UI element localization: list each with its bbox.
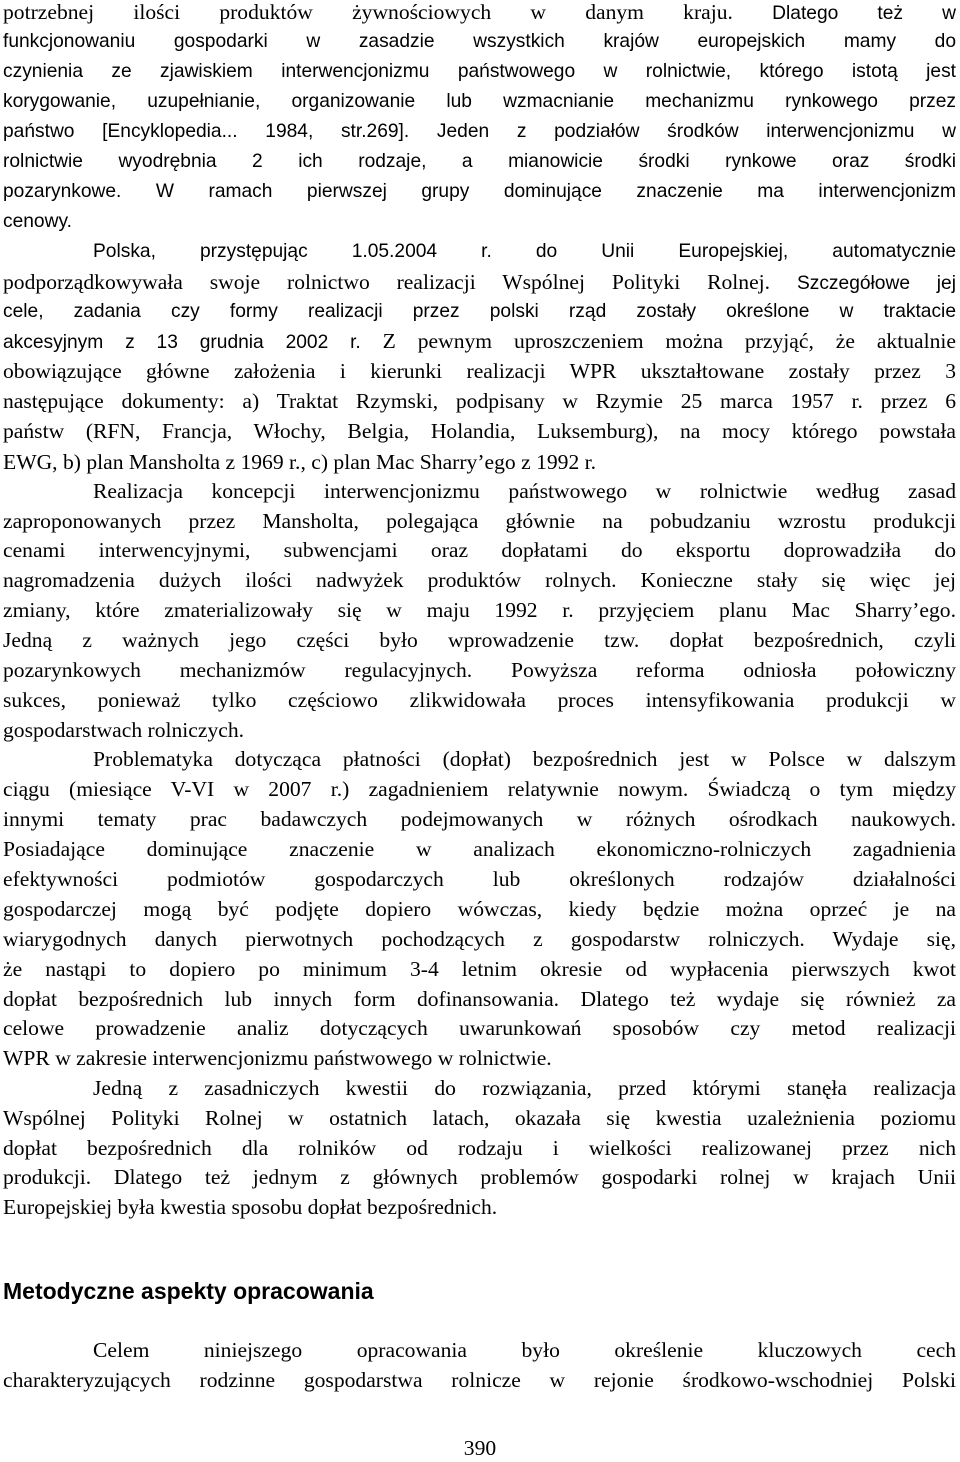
text-segment: Z pewnym uproszczeniem można przyjąć, że aktualnie <box>382 329 956 353</box>
text-segment: Polska, przystępując 1.05.2004 r. do Unii Europejskiej, automatycznie <box>93 241 956 262</box>
text-line <box>3 923 956 955</box>
text-segment: funkcjonowaniu gospodarki w zasadzie wszystkich krajów europejskich mamy do <box>3 31 956 52</box>
text-line <box>3 534 956 566</box>
text-line <box>3 176 956 208</box>
text-line <box>3 266 956 298</box>
text-segment: Realizacja koncepcji interwencjonizmu państwowego w rolnictwie według zasad <box>93 479 956 503</box>
text-line <box>3 714 956 746</box>
text-line <box>93 475 956 507</box>
text-segment: zaproponowanych przez Mansholta, polegająca głównie na pobudzaniu wzrostu produkcji <box>3 509 956 533</box>
text-line <box>3 26 956 58</box>
text-line <box>3 863 956 895</box>
text-segment: Konieczne stały się więc jej <box>640 568 956 592</box>
text-segment: cenowy. <box>3 211 72 232</box>
text-line <box>3 624 956 656</box>
text-segment: celowe prowadzenie analiz dotyczących uwarunkowań sposobów czy metod realizacji <box>3 1016 956 1040</box>
text-line <box>93 743 956 775</box>
text-line <box>3 833 956 865</box>
text-line <box>3 1161 956 1193</box>
text-segment: Jedną z ważnych jego części było wprowadzenie tzw. dopłat bezpośrednich, czyli <box>3 628 956 652</box>
text-segment: Wspólnej Polityki Rolnej w ostatnich latach, okazała się kwestia uzależnienia poziomu <box>3 1106 956 1130</box>
text-segment: gospodarstwach rolniczych. <box>3 718 245 742</box>
text-segment: Dlatego też w <box>772 3 957 24</box>
text-segment: Szczegółowe jej <box>796 273 956 294</box>
text-segment: Celem niniejszego opracowania było określenie kluczowych cech <box>93 1338 956 1362</box>
text-line <box>3 296 956 328</box>
text-segment: pozarynkowych mechanizmów regulacyjnych. Powyższa reforma odniosła połowiczny <box>3 658 956 682</box>
text-segment: dopłat bezpośrednich dla rolników od rodzaju i wielkości realizowanej przez nich <box>3 1136 956 1160</box>
text-line <box>3 953 956 985</box>
text-segment: rolnictwie wyodrębnia 2 ich rodzaje, a mianowicie środki rynkowe oraz środki <box>3 151 956 172</box>
text-line <box>3 325 956 357</box>
text-segment: EWG, b) plan Mansholta z 1969 r., c) plan Mac Sharry’ego z 1992 r. <box>3 450 597 474</box>
text-line <box>3 355 956 387</box>
text-line <box>3 1191 956 1223</box>
text-line <box>3 415 956 447</box>
text-segment: ciągu (miesiące V-VI w 2007 r.) zagadnieniem relatywnie nowym. Świadczą o tym między <box>3 777 956 801</box>
page-number: 390 <box>463 1436 497 1460</box>
text-line <box>3 684 956 716</box>
text-segment: cele, zadania czy formy realizacji przez polski rząd zostały określone w traktacie <box>3 301 956 322</box>
text-segment: nagromadzenia dużych ilości nadwyżek produktów rolnych. <box>3 568 641 592</box>
text-segment: cenami interwencyjnymi, subwencjami oraz dopłatami do eksportu doprowadziła do <box>3 538 956 562</box>
text-segment: innymi tematy prac badawczych podejmowanych w różnych ośrodkach naukowych. <box>3 807 956 831</box>
text-segment: Jedną z zasadniczych kwestii do rozwiązania, przed którymi stanęła realizacja <box>93 1076 956 1100</box>
text-segment: obowiązujące główne założenia i kierunki realizacji WPR ukształtowane zostały przez 3 <box>3 359 956 383</box>
text-line <box>3 0 956 28</box>
text-segment: potrzebnej ilości produktów żywnościowych w danym kraju. <box>3 0 773 24</box>
text-line <box>3 86 956 118</box>
text-line <box>3 983 956 1015</box>
text-line <box>3 1102 956 1134</box>
text-line <box>3 594 956 626</box>
text-segment: charakteryzujących rodzinne gospodarstwa rolnicze w rejonie środkowo-wschodniej Polski <box>3 1368 956 1392</box>
text-line <box>93 236 956 268</box>
text-line <box>3 803 956 835</box>
text-line <box>3 446 956 478</box>
text-segment: że nastąpi to dopiero po minimum 3-4 letnim okresie od wypłacenia pierwszych kwot <box>3 957 956 981</box>
text-segment: korygowanie, uzupełnianie, organizowanie lub wzmacnianie mechanizmu rynkowego przez <box>3 91 956 112</box>
text-line <box>3 385 956 417</box>
text-line <box>93 1072 956 1104</box>
text-segment: następujące dokumenty: a) Traktat Rzymski, podpisany w Rzymie 25 marca 1957 r. przez 6 <box>3 389 956 413</box>
text-segment: Posiadające dominujące znaczenie w analizach ekonomiczno-rolniczych zagadnienia <box>3 837 956 861</box>
text-line <box>3 505 956 537</box>
text-segment: państwo [Encyklopedia... 1984, str.269]. Jeden z podziałów środków interwencjonizmu w <box>3 121 956 142</box>
text-line <box>3 893 956 925</box>
text-segment: produkcji. Dlatego też jednym z głównych problemów gospodarki rolnej w krajach Unii <box>3 1165 956 1189</box>
text-line <box>3 773 956 805</box>
text-line <box>93 1334 956 1366</box>
text-line <box>3 654 956 686</box>
text-line <box>3 1042 956 1074</box>
text-segment: akcesyjnym z 13 grudnia 2002 r. <box>3 332 383 353</box>
text-segment: zmiany, które zmaterializowały się w maju 1992 r. przyjęciem planu Mac Sharry’ego. <box>3 598 956 622</box>
text-line <box>3 1132 956 1164</box>
text-segment: podporządkowywała swoje rolnictwo realizacji Wspólnej Polityki Rolnej. <box>3 270 797 294</box>
text-segment: gospodarczej mogą być podjęte dopiero wówczas, kiedy będzie można oprzeć je na <box>3 897 956 921</box>
text-segment: wiarygodnych danych pierwotnych pochodzących z gospodarstw rolniczych. Wydaje się, <box>3 927 956 951</box>
text-line <box>3 56 956 88</box>
text-line <box>3 206 956 238</box>
text-segment: państw (RFN, Francja, Włochy, Belgia, Holandia, Luksemburg), na mocy którego powstała <box>3 419 956 443</box>
text-segment: WPR w zakresie interwencjonizmu państwowego w rolnictwie. <box>3 1046 552 1070</box>
text-segment: sukces, ponieważ tylko częściowo zlikwidowała proces intensyfikowania produkcji w <box>3 688 956 712</box>
text-segment: pozarynkowe. W ramach pierwszej grupy dominujące znaczenie ma interwencjonizm <box>3 181 956 202</box>
text-segment: dopłat bezpośrednich lub innych form dofinansowania. Dlatego też wydaje się również za <box>3 987 956 1011</box>
text-line <box>3 1012 956 1044</box>
section-heading: Metodyczne aspekty opracowania <box>3 1278 374 1304</box>
text-segment: Europejskiej była kwestia sposobu dopłat bezpośrednich. <box>3 1195 498 1219</box>
text-segment: czynienia ze zjawiskiem interwencjonizmu państwowego w rolnictwie, którego istotą jest <box>3 61 956 82</box>
text-segment: Problematyka dotycząca płatności (dopłat) bezpośrednich jest w Polsce w dalszym <box>93 747 956 771</box>
text-segment: efektywności podmiotów gospodarczych lub określonych rodzajów działalności <box>3 867 956 891</box>
text-line <box>3 1364 956 1396</box>
text-line <box>3 564 956 596</box>
text-line <box>3 146 956 178</box>
text-line <box>3 116 956 148</box>
